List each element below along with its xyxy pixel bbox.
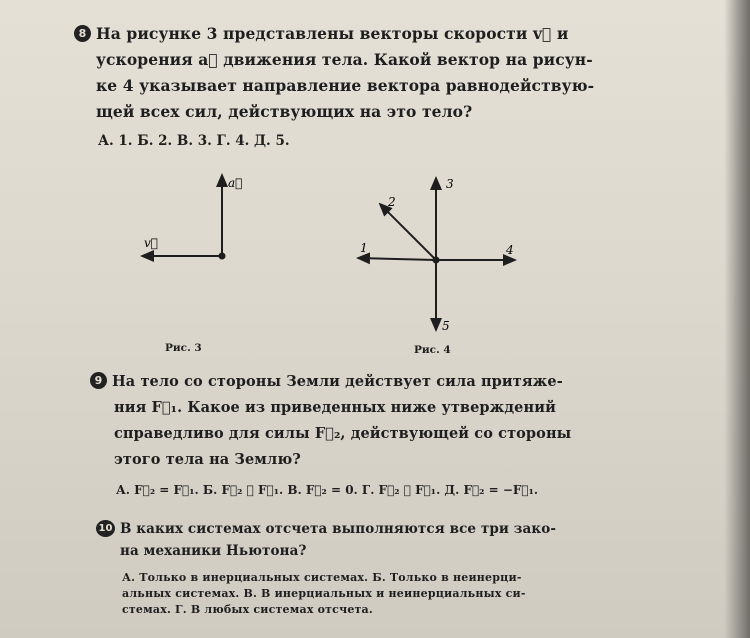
figure-4 (350, 170, 530, 335)
q8-line-3: ке 4 указывает направление вектора равнодействую- (96, 76, 595, 95)
q9-line-2: ния F⃗₁. Какое из приведенных ниже утверждений (114, 399, 556, 416)
label-a: a⃗ (228, 176, 243, 190)
center-point (433, 257, 440, 264)
q8-line-4: щей всех сил, действующих на это тело? (96, 102, 473, 121)
body-point (219, 253, 226, 260)
q8-line-2: ускорения a⃗ движения тела. Какой вектор на рисун- (96, 50, 593, 69)
q9-answers: А. F⃗₂ = F⃗₁. Б. F⃗₂ ≪ F⃗₁. В. F⃗₂ = 0. Г. F⃗₂ ≫ F⃗₁. Д. F⃗₂ = −F⃗₁. (116, 483, 539, 497)
vector-1 (358, 258, 436, 260)
q8-line-1: 8 На рисунке 3 представлены векторы скорости v⃗ и (74, 24, 568, 43)
label-2: 2 (388, 195, 396, 209)
q10-answer-line-1: А. Только в инерциальных системах. Б. Только в неинерци- (122, 571, 522, 584)
q10-answer-line-2: альных системах. В. В инерциальных и неинерциальных си- (122, 587, 526, 600)
figure-3-caption: Рис. 3 (165, 342, 202, 354)
vector-2 (380, 204, 436, 260)
q8-answers: А. 1. Б. 2. В. 3. Г. 4. Д. 5. (98, 133, 290, 149)
q9-line-1: 9 На тело со стороны Земли действует сила притяже- (90, 372, 563, 390)
q10-line-1: 10 В каких системах отсчета выполняются все три зако- (96, 520, 556, 537)
figure-3 (130, 165, 260, 275)
label-3: 3 (446, 177, 454, 191)
page-edge-shadow (724, 0, 750, 638)
figure-4-caption: Рис. 4 (414, 344, 451, 356)
label-1: 1 (360, 241, 368, 255)
label-v: v⃗ (144, 236, 158, 250)
label-5: 5 (442, 319, 450, 333)
q9-line-4: этого тела на Землю? (114, 451, 301, 468)
label-4: 4 (506, 243, 514, 257)
q9-number-badge: 9 (90, 372, 107, 389)
q10-line-2: на механики Ньютона? (120, 543, 307, 559)
q8-number-badge: 8 (74, 25, 91, 42)
q9-line-3: справедливо для силы F⃗₂, действующей со стороны (114, 425, 572, 442)
q10-number-badge: 10 (96, 520, 115, 537)
q10-answer-line-3: стемах. Г. В любых системах отсчета. (122, 603, 373, 616)
